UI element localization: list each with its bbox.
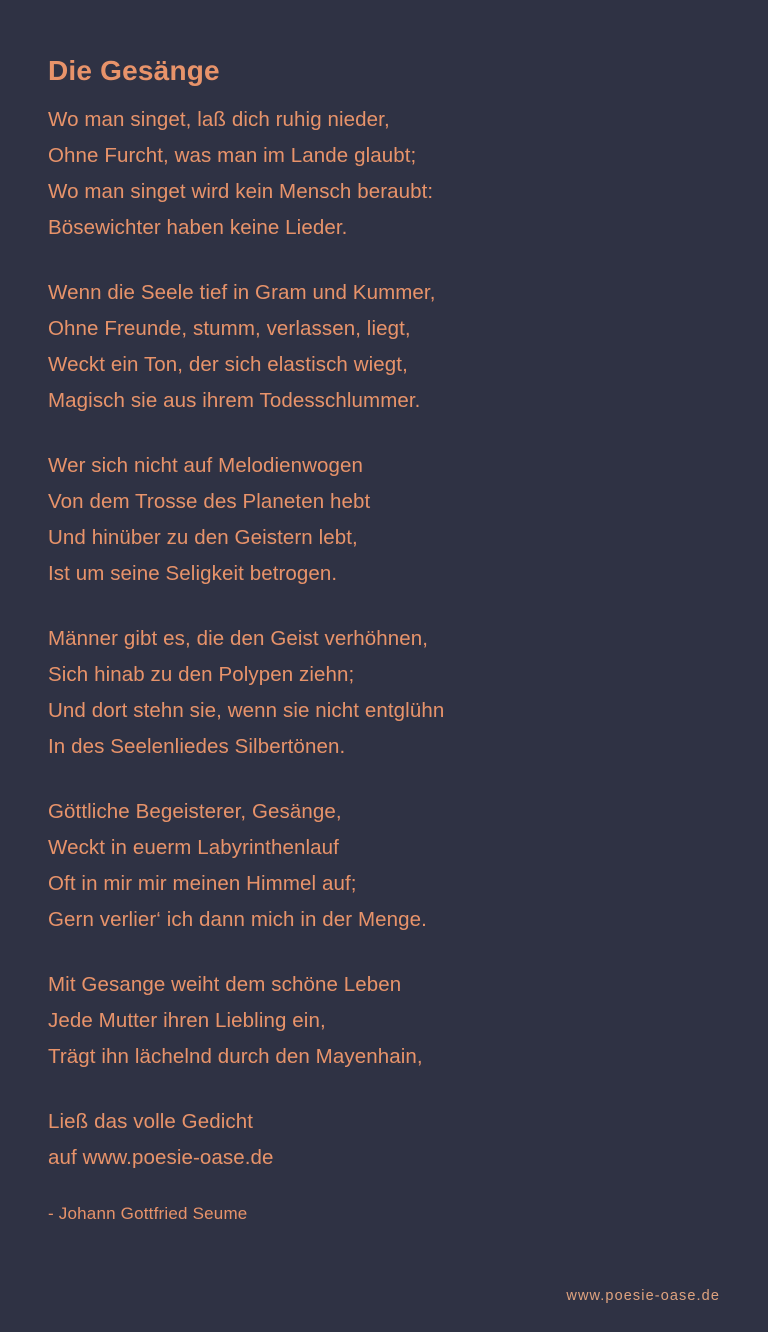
teaser-block: [48, 1104, 720, 1176]
verse-line: Von dem Trosse des Planeten hebt: [48, 489, 371, 513]
verse-line: Und hinüber zu den Geistern lebt,: [48, 525, 358, 549]
watermark: www.poesie-oase.de: [566, 1288, 720, 1304]
stanza: [48, 967, 720, 1075]
verse-line: Männer gibt es, die den Geist verhöhnen,: [48, 626, 429, 650]
stanza: [48, 448, 720, 592]
page-title: Die Gesänge: [48, 55, 220, 86]
teaser-link[interactable]: auf www.poesie-oase.de: [48, 1145, 274, 1169]
verse-line: Wer sich nicht auf Melodienwogen: [48, 453, 364, 477]
verse-line: Wo man singet, laß dich ruhig nieder,: [48, 107, 390, 131]
poem-author: - Johann Gottfried Seume: [48, 1203, 248, 1223]
stanza: [48, 275, 720, 419]
verse-line: Weckt in euerm Labyrinthenlauf: [48, 835, 339, 859]
verse-line: Und dort stehn sie, wenn sie nicht entglühn: [48, 698, 445, 722]
stanza: [48, 794, 720, 938]
verse-line: Bösewichter haben keine Lieder.: [48, 215, 348, 239]
verse-line: Sich hinab zu den Polypen ziehn;: [48, 662, 355, 686]
verse-line: Trägt ihn lächelnd durch den Mayenhain,: [48, 1044, 423, 1068]
teaser-line: Ließ das volle Gedicht: [48, 1109, 254, 1133]
verse-line: Wo man singet wird kein Mensch beraubt:: [48, 179, 434, 203]
verse-line: Gern verlier‘ ich dann mich in der Menge.: [48, 907, 427, 931]
verse-line: Ohne Furcht, was man im Lande glaubt;: [48, 143, 417, 167]
verse-line: Mit Gesange weiht dem schöne Leben: [48, 972, 402, 996]
verse-line: Wenn die Seele tief in Gram und Kummer,: [48, 280, 436, 304]
verse-line: Göttliche Begeisterer, Gesänge,: [48, 799, 342, 823]
verse-line: Ist um seine Seligkeit betrogen.: [48, 561, 338, 585]
verse-line: Weckt ein Ton, der sich elastisch wiegt,: [48, 352, 408, 376]
verse-line: Magisch sie aus ihrem Todesschlummer.: [48, 388, 421, 412]
verse-line: Jede Mutter ihren Liebling ein,: [48, 1008, 326, 1032]
verse-line: Oft in mir mir meinen Himmel auf;: [48, 871, 357, 895]
stanza: [48, 102, 720, 246]
verse-line: In des Seelenliedes Silbertönen.: [48, 734, 346, 758]
verse-line: Ohne Freunde, stumm, verlassen, liegt,: [48, 316, 411, 340]
stanza: [48, 621, 720, 765]
